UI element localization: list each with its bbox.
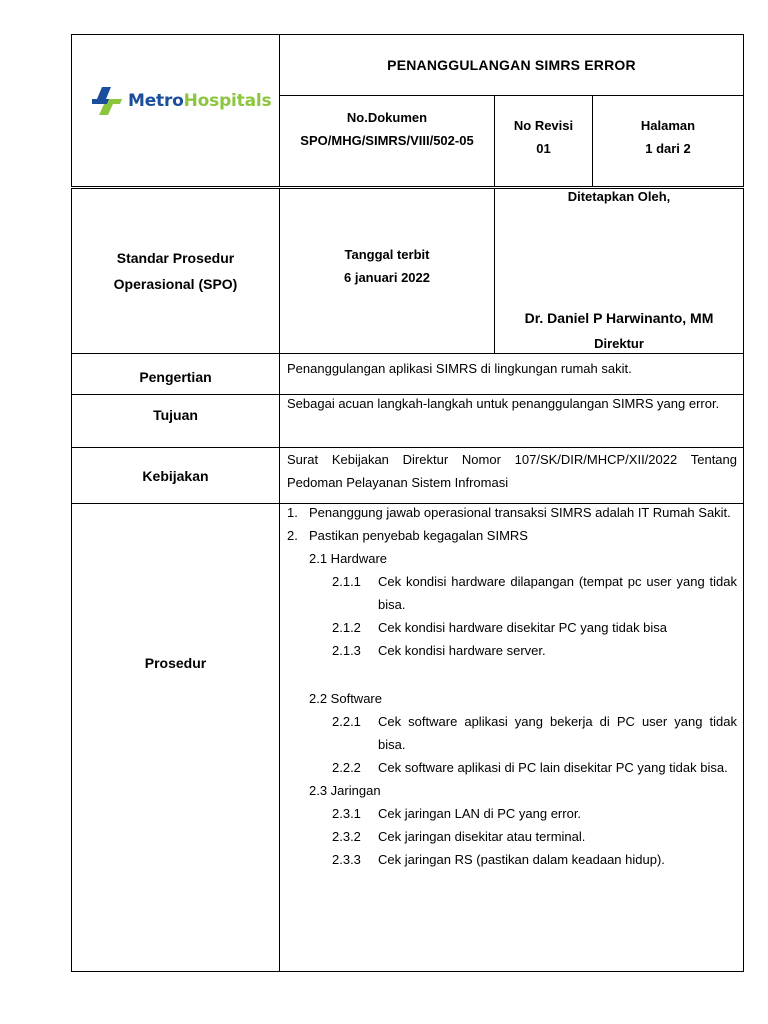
tujuan-label: Tujuan	[153, 407, 198, 423]
subheading-hardware: 2.1 Hardware	[309, 551, 388, 566]
cross-logo-icon	[92, 87, 124, 115]
logo-wordmark: MetroHospitals	[128, 91, 272, 111]
doc-number-label: No.Dokumen	[346, 110, 428, 125]
kebijakan-label: Kebijakan	[142, 467, 209, 484]
list-item: 2.3.2 Cek jaringan disekitar atau terminal.	[332, 829, 586, 844]
approval-cell	[495, 189, 743, 353]
prosedur-content	[280, 501, 737, 871]
main-table	[71, 188, 744, 972]
page-value: 1 dari 2	[645, 141, 691, 156]
tujuan-text: Sebagai acuan langkah-langkah untuk penanggulangan SIMRS yang error.	[287, 396, 720, 411]
prosedur-label: Prosedur	[144, 655, 207, 671]
logo-cell	[72, 35, 280, 186]
subheading-software: 2.2 Software	[309, 691, 382, 706]
header-table	[71, 34, 744, 187]
page-label: Halaman	[640, 118, 696, 133]
doc-number-cell	[280, 96, 495, 186]
revision-cell	[495, 96, 593, 186]
list-item: 2.1.1 Cek kondisi hardware dilapangan (tempat pc user yang tidak bisa.	[332, 574, 737, 612]
document-title: PENANGGULANGAN SIMRS ERROR	[280, 35, 743, 96]
list-item: 2.1.2 Cek kondisi hardware disekitar PC yang tidak bisa	[332, 620, 668, 635]
spo-label-cell	[72, 189, 279, 353]
doc-number-value: SPO/MHG/SIMRS/VIII/502-05	[300, 133, 474, 148]
spo-label: Standar Prosedur Operasional (SPO)	[113, 250, 238, 292]
issue-date-label: Tanggal terbit	[344, 247, 430, 262]
pengertian-label: Pengertian	[139, 369, 212, 385]
issue-date-cell	[280, 189, 494, 353]
list-item: 2.2.2 Cek software aplikasi di PC lain disekitar PC yang tidak bisa.	[332, 760, 728, 775]
list-item: 2.2.1 Cek software aplikasi yang bekerja di PC user yang tidak bisa.	[332, 714, 737, 752]
revision-value: 01	[536, 141, 551, 156]
list-item: 2.1.3 Cek kondisi hardware server.	[332, 643, 546, 658]
approved-by-label: Ditetapkan Oleh,	[567, 189, 671, 204]
subheading-jaringan: 2.3 Jaringan	[309, 783, 381, 798]
kebijakan-text: Surat Kebijakan Direktur Nomor 107/SK/DIR/MHCP/XII/2022 Tentang Pedoman Pelayanan Sistem Infromasi	[287, 452, 737, 490]
list-item: 2.3.1 Cek jaringan LAN di PC yang error.	[332, 806, 582, 821]
hospital-logo	[92, 87, 271, 115]
list-item: 2. Pastikan penyebab kegagalan SIMRS	[287, 528, 528, 543]
list-item: 2.3.3 Cek jaringan RS (pastikan dalam keadaan hidup).	[332, 852, 665, 867]
issue-date-value: 6 januari 2022	[344, 270, 430, 285]
approver-title: Direktur	[594, 336, 644, 351]
pengertian-text: Penanggulangan aplikasi SIMRS di lingkungan rumah sakit.	[287, 361, 632, 376]
list-item: 1. Penanggung jawab operasional transaksi SIMRS adalah IT Rumah Sakit.	[287, 505, 731, 520]
revision-label: No Revisi	[513, 118, 574, 133]
approver-name: Dr. Daniel P Harwinanto, MM	[524, 310, 714, 326]
